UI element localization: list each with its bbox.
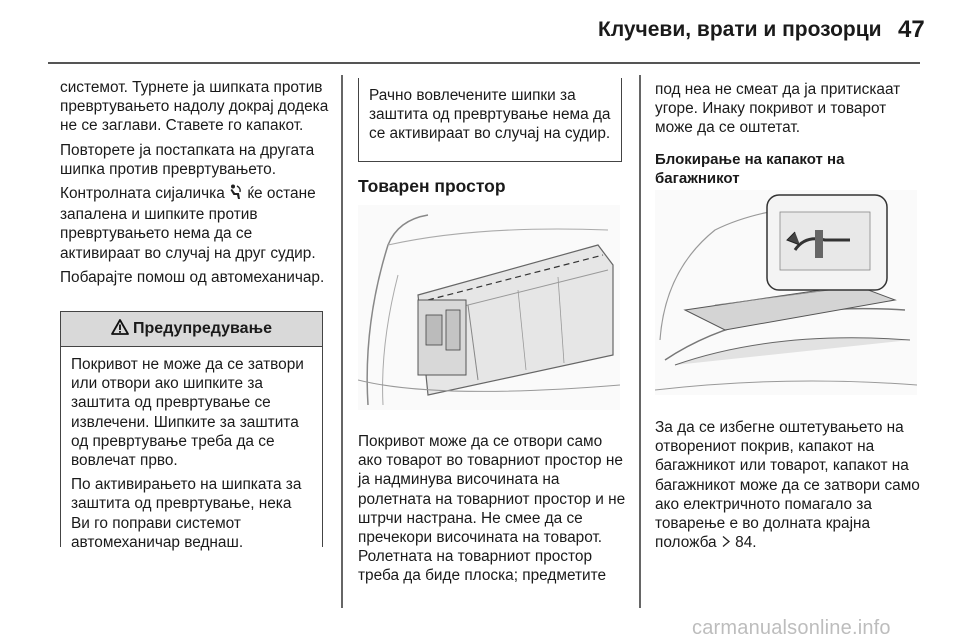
cargo-area-illustration [358,205,620,410]
paragraph: системот. Турнете ја шипката против превртувањето надолу докрај додека не се заглави. Ставете го капакот. [60,79,329,135]
column-3-text [655,418,925,558]
section-heading: Товарен простор [358,176,506,196]
warning-paragraph: По активирањето на шипката за заштита од превртување, нека Ви го поправи системот автомеханичар веднаш. [71,476,302,551]
page-reference-icon [721,534,731,553]
paragraph: Повторете ја постапката на другата шипка против превртувањето. [60,141,315,178]
warning-heading: Предупредување [133,320,272,337]
paragraph-text: . [752,534,757,552]
airbag-seat-icon [229,184,243,205]
page-number: 47 [898,16,925,43]
warning-header [61,312,322,347]
note-text: Рачно вовлечените шипки за заштита од превртување нема да се активираат во случај на судир. [369,87,611,143]
column-divider-2 [639,75,641,608]
paragraph-text: ќе остане запалена и шипките против превртувањето нема да се активираат во случај на друг судир. [60,185,316,262]
watermark: carmanualsonline.info [692,617,891,639]
paragraph-text: За да се избегне оштетувањето на отворениот покрив, капакот на багажникот или товарот, капакот на багажникот може да се затвори само ако електричното помагало за товарење е во долната крајна положба [655,419,920,552]
column-1 [60,78,330,292]
warning-triangle-icon [111,319,129,340]
header-rule [48,62,920,64]
warning-box [60,311,323,551]
paragraph [60,184,330,263]
paragraph-text: Контролната сијаличка [60,185,230,203]
warning-paragraph: Покривот не може да се затвори или отвори ако шипките за заштита од превртување се извлечени. Шипките за заштита од превртување треба да се вовлечат прво. [71,356,304,470]
paragraph: Побарајте помош од автомеханичар. [60,268,325,286]
paragraph: под неа не смеат да ја притискаат угоре. Инаку покривот и товарот може да се оштетат. [655,81,901,137]
column-2-text [358,432,626,591]
paragraph: Покривот може да се отвори само ако товарот во товарниот простор не ја надминува височината на ролетната на товарниот простор и не штрчи настрана. Не смее да се пречекори височината на товарот. Ролетната на товарниот простор треба да биде плоска; предметите [358,433,626,585]
warning-body [61,347,322,552]
sub-heading: Блокирање на капакот на багажникот [655,150,845,187]
column-divider-1 [341,75,343,608]
page-reference[interactable]: 84 [735,534,753,552]
header-title: Клучеви, врати и прозорци [598,18,882,41]
column-3 [655,80,925,193]
note-box [358,78,622,162]
trunk-lid-illustration [655,190,917,395]
paragraph [655,418,925,553]
